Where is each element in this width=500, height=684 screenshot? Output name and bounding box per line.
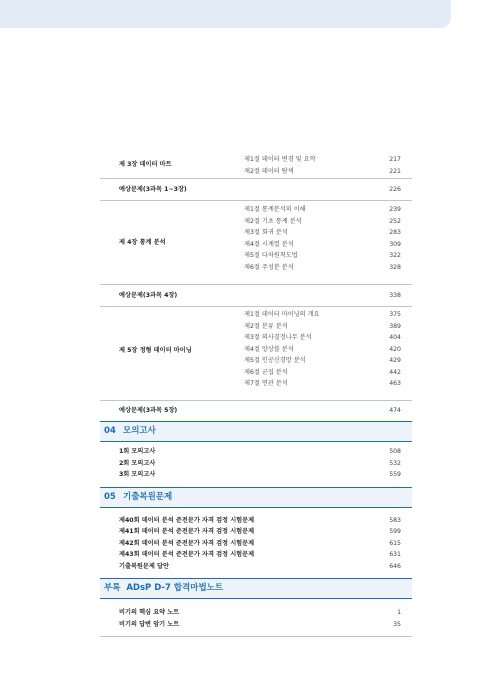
toc-entry[interactable]: 비기의 핵심 요약 노트 1 [119, 609, 401, 616]
section-number: 04 [104, 426, 116, 436]
chapter-4-group [100, 200, 412, 284]
exercise-row[interactable]: 예상문제(3과목 4장) 338 [100, 284, 412, 306]
chapter-4-label: 제 4장 통계 분석 [119, 239, 166, 246]
section-04-header[interactable] [100, 421, 412, 442]
divider [100, 636, 412, 637]
appendix-header[interactable] [100, 578, 412, 599]
toc-entry[interactable]: 제4절 앙상블 분석 420 [244, 345, 401, 353]
toc-entry[interactable]: 제5절 인공신경망 분석 429 [244, 357, 401, 364]
section-05-header[interactable] [100, 487, 412, 508]
section-04-list [100, 442, 412, 487]
section-title: 기출복원문제 [123, 491, 173, 502]
table-of-contents [100, 153, 412, 637]
section-number: 05 [104, 491, 116, 502]
toc-entry[interactable]: 제41회 데이터 분석 준전문가 자격 검정 시험문제 599 [119, 528, 401, 535]
toc-entry[interactable]: 제5절 다차원척도법 322 [244, 252, 401, 259]
exercise-row[interactable]: 예상문제(3과목 5장) 474 [100, 400, 412, 421]
toc-entry[interactable]: 제2절 기초 통계 분석 252 [244, 217, 401, 225]
toc-entry[interactable]: 비기의 답변 암기 노트 35 [119, 620, 401, 628]
toc-entry[interactable]: 제7절 연관 분석 463 [244, 380, 401, 387]
toc-entry[interactable]: 제6절 군집 분석 442 [244, 368, 401, 376]
section-title: 부록 ADsP D-7 합격마법노트 [104, 583, 224, 593]
chapter-3-group [100, 153, 412, 178]
toc-entry[interactable]: 제43회 데이터 분석 준전문가 자격 검정 시험문제 631 [119, 551, 401, 558]
chapter-5-group [100, 306, 412, 400]
toc-entry[interactable]: 3회 모의고사 559 [119, 471, 401, 478]
toc-entry[interactable]: 제42회 데이터 분석 준전문가 자격 검정 시험문제 615 [119, 539, 401, 547]
toc-entry[interactable]: 제2절 데이터 탐색 221 [244, 167, 401, 175]
appendix-list [100, 599, 412, 636]
toc-entry[interactable]: 제3절 의사결정나무 분석 404 [244, 334, 401, 341]
header-band [0, 0, 451, 28]
toc-entry[interactable]: 기출복원문제 답안 646 [119, 562, 401, 570]
toc-entry[interactable]: 제2절 분류 분석 389 [244, 322, 401, 330]
exercise-row[interactable]: 예상문제(3과목 1~3장) 226 [100, 178, 412, 200]
chapter-5-label: 제 5장 정형 데이터 마이닝 [119, 347, 192, 354]
toc-entry[interactable]: 제1절 데이터 마이닝의 개요 375 [244, 311, 401, 318]
toc-entry[interactable]: 제40회 데이터 분석 준전문가 자격 검정 시험문제 583 [119, 516, 401, 524]
toc-entry[interactable]: 제4절 시계열 분석 309 [244, 240, 401, 248]
toc-entry[interactable]: 2회 모의고사 532 [119, 459, 401, 467]
toc-entry[interactable]: 제3절 회귀 분석 283 [244, 229, 401, 236]
section-05-list [100, 508, 412, 579]
section-title: 모의고사 [123, 426, 156, 436]
toc-entry[interactable]: 제1절 통계분석의 이해 239 [244, 206, 401, 213]
chapter-3-label: 제 3장 데이터 마트 [119, 161, 172, 168]
toc-entry[interactable]: 1회 모의고사 508 [119, 448, 401, 455]
toc-entry[interactable]: 제1절 데이터 변경 및 요약 217 [244, 156, 401, 163]
toc-entry[interactable]: 제6절 주성분 분석 328 [244, 263, 401, 271]
